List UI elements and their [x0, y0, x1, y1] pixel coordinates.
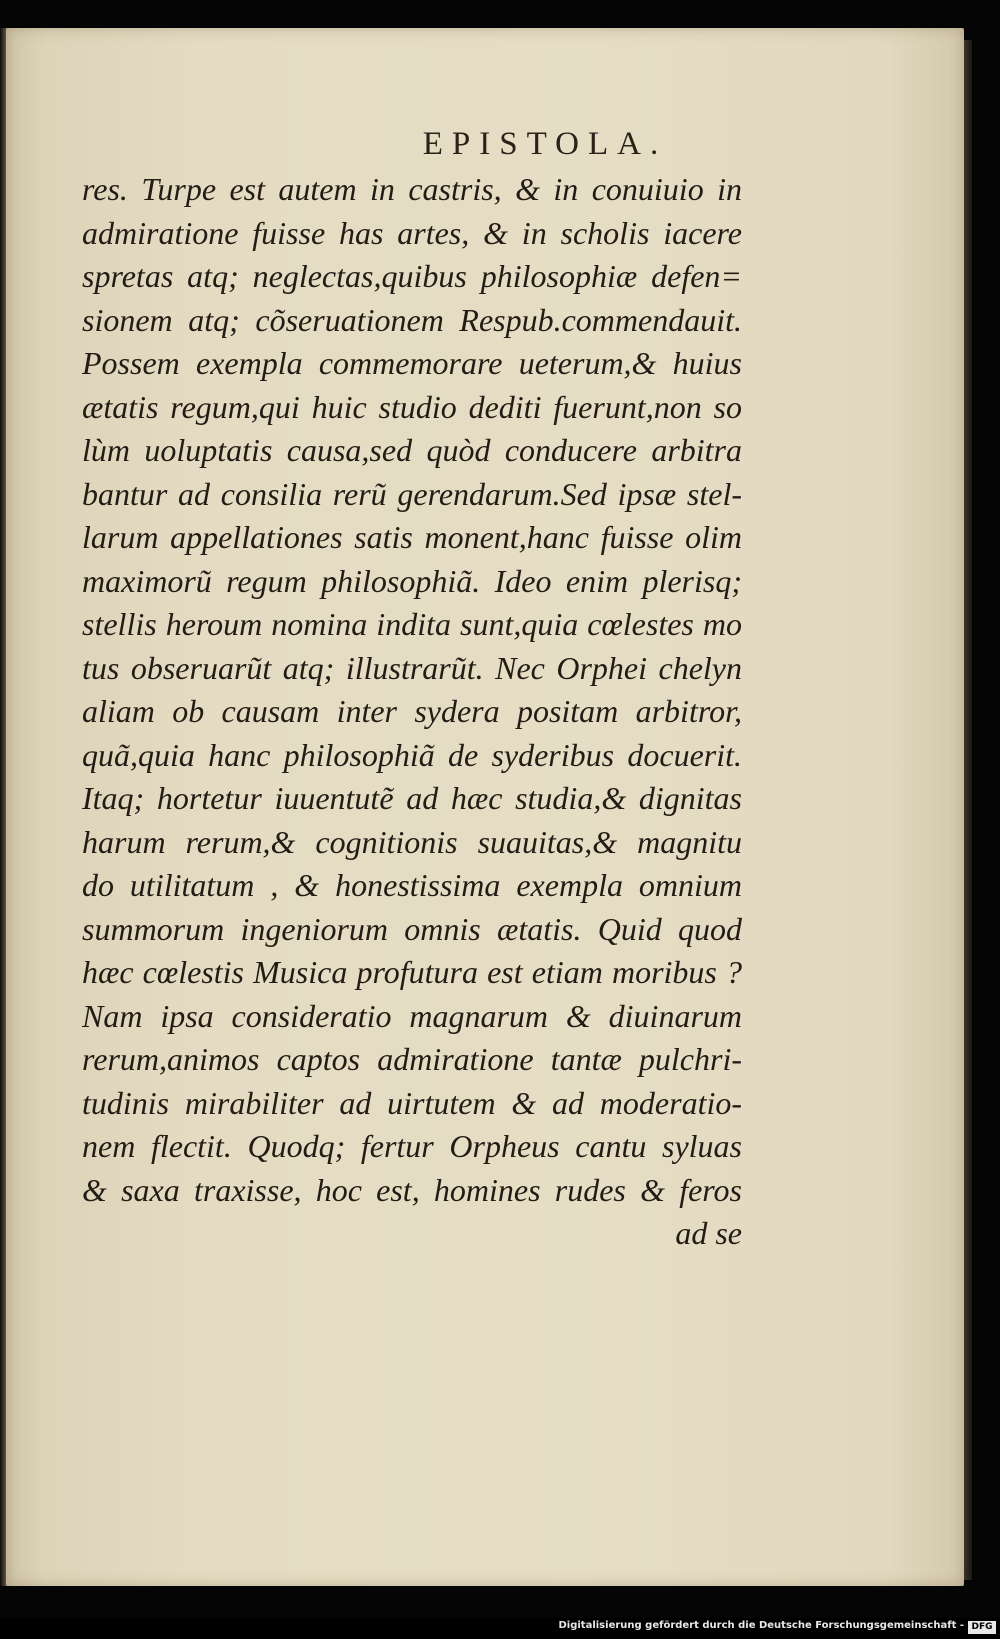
text-line: & saxa traxisse, hoc est, homines rudes & feros	[82, 1171, 742, 1208]
text-line: maximorũ regum philosophiã. Ideo enim plerisq;	[82, 562, 742, 599]
text-line: nem flectit. Quodq; fertur Orpheus cantu syluas	[82, 1128, 742, 1164]
book-page	[6, 28, 964, 1586]
text-line: res. Turpe est autem in castris, & in conuiuio in	[82, 171, 742, 207]
text-line: tus obseruarũt atq; illustrarũt. Nec Orphei chelyn	[82, 649, 742, 686]
text-line: spretas atq; neglectas,quibus philosophiæ defen=	[82, 258, 742, 294]
text-line: summorum ingeniorum omnis ætatis. Quid quod	[82, 910, 742, 947]
text-line: Possem exempla commemorare ueterum,& huius	[82, 345, 742, 381]
text-line: tudinis mirabiliter ad uirtutem & ad moderatio-	[82, 1084, 742, 1121]
text-line: harum rerum,& cognitionis suauitas,& magnitu	[82, 823, 742, 860]
text-line: quã,quia hanc philosophiã de syderibus docuerit.	[82, 736, 742, 773]
text-line: ætatis regum,qui huic studio dediti fuerunt,non so	[82, 388, 742, 425]
text-line: sionem atq; cõseruationem Respub.commendauit.	[82, 301, 742, 338]
text-line: rerum,animos captos admiratione tantæ pulchri-	[82, 1041, 742, 1077]
page-right-edge	[964, 40, 972, 1580]
footer-bar	[0, 1618, 1000, 1639]
text-line: aliam ob causam inter sydera positam arbitror,	[82, 693, 742, 729]
text-line: hæc cœlestis Musica profutura est etiam moribus ?	[82, 954, 742, 990]
catchword: ad se	[675, 1215, 742, 1251]
funding-notice: Digitalisierung gefördert durch die Deutsche Forschungsgemeinschaft -	[558, 1620, 964, 1631]
dfg-logo-icon: DFG	[968, 1621, 996, 1634]
text-line: lùm uoluptatis causa,sed quòd conducere arbitra	[82, 432, 742, 468]
text-line: Itaq; hortetur iuuentutẽ ad hæc studia,& dignitas	[82, 780, 742, 816]
text-line: stellis heroum nomina indita sunt,quia cœlestes mo	[82, 606, 742, 642]
running-header: EPISTOLA.	[422, 126, 668, 162]
text-line: larum appellationes satis monent,hanc fuisse olim	[82, 519, 742, 555]
body-text	[82, 168, 742, 1256]
text-line: admiratione fuisse has artes, & in scholis iacere	[82, 214, 742, 251]
text-line: Nam ipsa consideratio magnarum & diuinarum	[82, 997, 742, 1034]
text-line: bantur ad consilia rerũ gerendarum.Sed ipsæ stel-	[82, 475, 742, 512]
text-line: do utilitatum , & honestissima exempla omnium	[82, 867, 742, 903]
